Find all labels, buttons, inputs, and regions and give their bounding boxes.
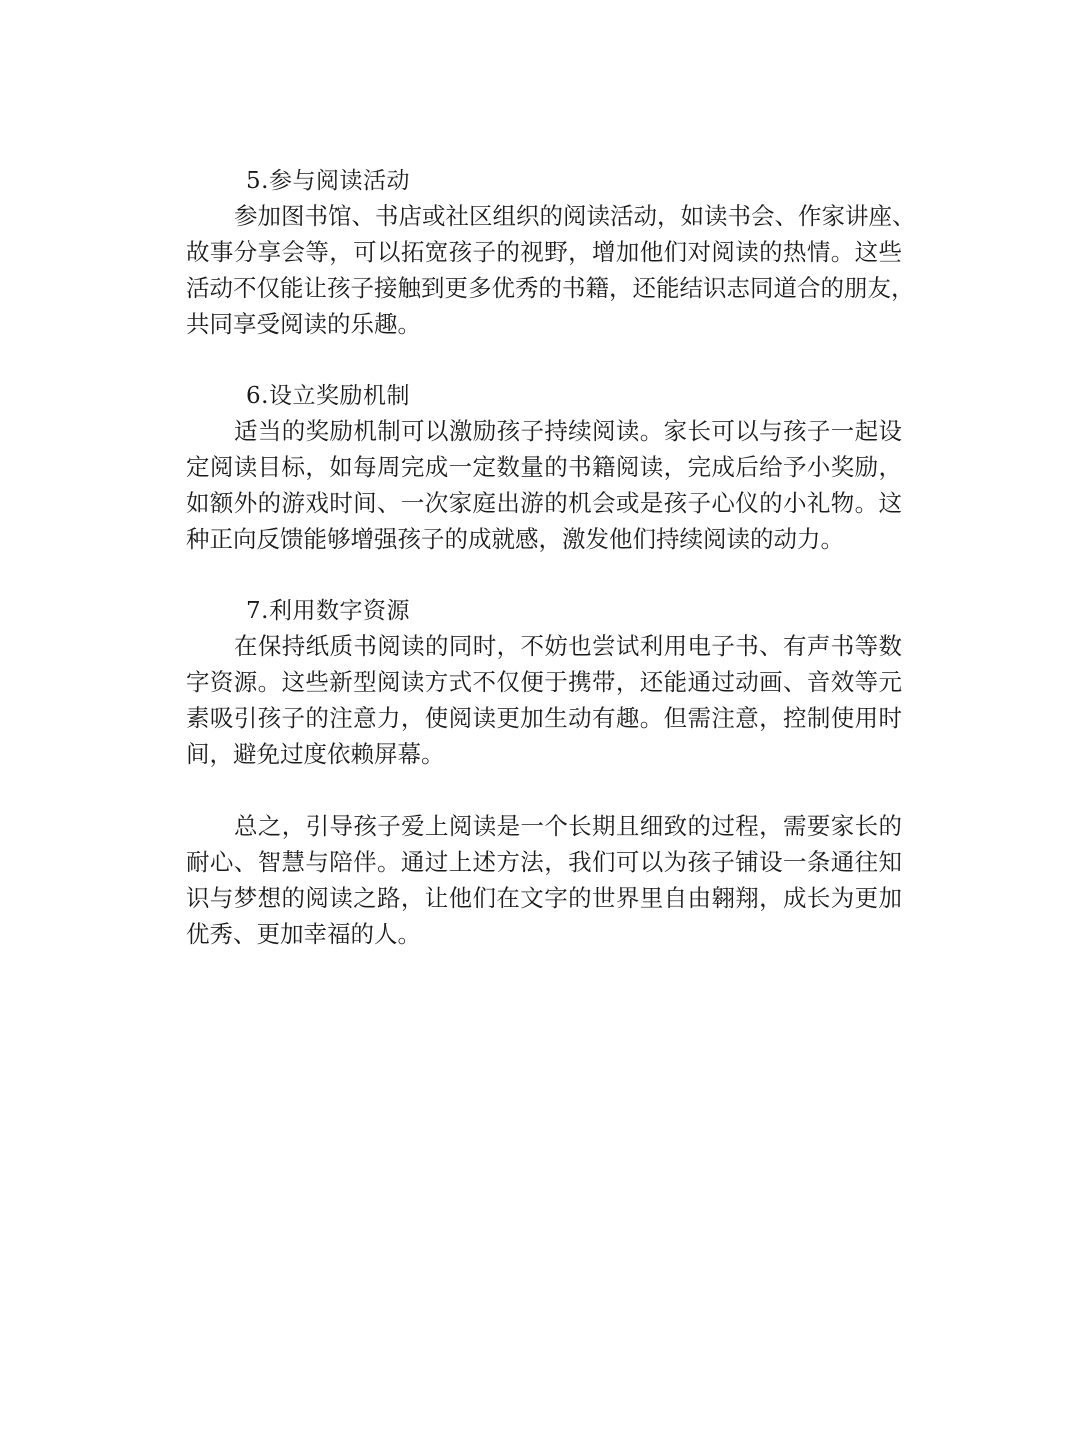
paragraph-line: 识与梦想的阅读之路，让他们在文字的世界里自由翱翔，成长为更加	[186, 884, 902, 912]
paragraph-line: 素吸引孩子的注意力，使阅读更加生动有趣。但需注意，控制使用时	[186, 704, 902, 732]
paragraph-line: 适当的奖励机制可以激励孩子持续阅读。家长可以与孩子一起设	[234, 417, 902, 445]
paragraph-line: 故事分享会等，可以拓宽孩子的视野，增加他们对阅读的热情。这些	[186, 238, 902, 266]
paragraph-line: 优秀、更加幸福的人。	[186, 920, 421, 948]
section-heading-5: 5.参与阅读活动	[246, 168, 410, 194]
paragraph-line: 如额外的游戏时间、一次家庭出游的机会或是孩子心仪的小礼物。这	[186, 489, 902, 517]
paragraph-line: 字资源。这些新型阅读方式不仅便于携带，还能通过动画、音效等元	[186, 668, 902, 696]
paragraph-line: 间，避免过度依赖屏幕。	[186, 740, 445, 768]
section-heading-6: 6.设立奖励机制	[246, 383, 410, 409]
paragraph-line: 共同享受阅读的乐趣。	[186, 310, 421, 338]
paragraph-line: 定阅读目标，如每周完成一定数量的书籍阅读，完成后给予小奖励，	[186, 453, 902, 481]
section-paragraph-6	[186, 413, 902, 557]
section-heading-7: 7.利用数字资源	[246, 598, 410, 624]
conclusion-paragraph	[186, 808, 902, 952]
section-paragraph-7	[186, 628, 902, 772]
paragraph-line: 活动不仅能让孩子接触到更多优秀的书籍，还能结识志同道合的朋友，	[186, 274, 915, 302]
paragraph-line: 耐心、智慧与陪伴。通过上述方法，我们可以为孩子铺设一条通往知	[186, 848, 902, 876]
paragraph-line: 总之，引导孩子爱上阅读是一个长期且细致的过程，需要家长的	[234, 812, 902, 840]
paragraph-line: 种正向反馈能够增强孩子的成就感，激发他们持续阅读的动力。	[186, 525, 844, 553]
section-paragraph-5	[186, 198, 916, 342]
paragraph-line: 参加图书馆、书店或社区组织的阅读活动，如读书会、作家讲座、	[234, 202, 916, 230]
paragraph-line: 在保持纸质书阅读的同时，不妨也尝试利用电子书、有声书等数	[234, 632, 902, 660]
